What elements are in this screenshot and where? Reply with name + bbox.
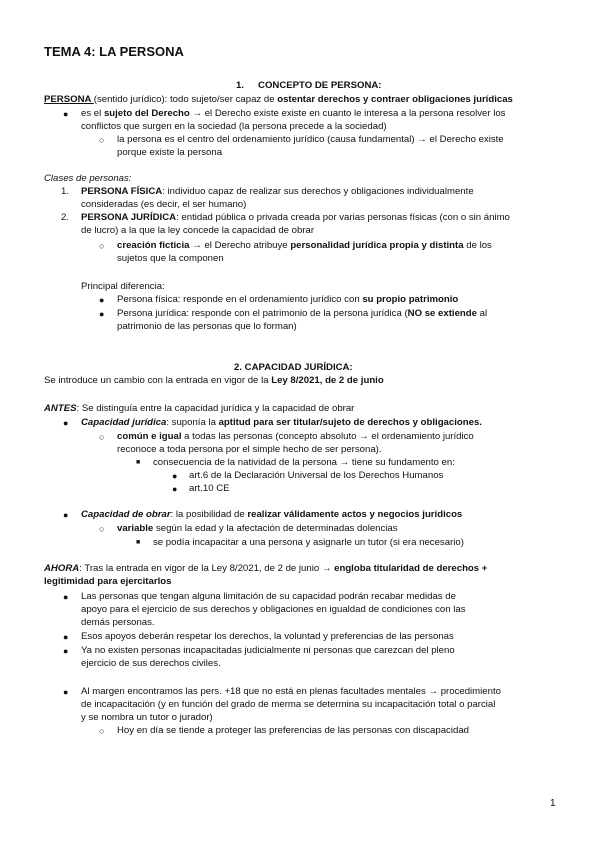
antes-paragraph: ANTES: Se distinguía entre la capacidad jurídica y la capacidad de obrar	[44, 403, 355, 414]
circle-bullet-icon: ○	[99, 432, 105, 442]
sub-item: variable según la edad y la afectación de determinadas dolencias	[117, 523, 398, 534]
section-1-heading	[236, 80, 382, 92]
sub-sub-sub-item: art.10 CE	[189, 483, 230, 494]
page-title: TEMA 4: LA PERSONA	[44, 44, 184, 59]
list-item-cont: consideradas (es decir, el ser humano)	[81, 199, 247, 210]
sub-item-cont: porque existe la persona	[117, 147, 223, 158]
definition-text: (sentido jurídico): todo sujeto/ser capaz de	[93, 94, 278, 105]
bullet-icon: ●	[63, 687, 69, 697]
bullet-icon: ●	[63, 510, 69, 520]
list-number: 1.	[61, 186, 70, 197]
bullet-icon: ●	[99, 309, 105, 319]
bullet-icon: ●	[63, 109, 69, 119]
list-item: Al margen encontramos las pers. +18 que no está en plenas facultades mentales → procedimiento	[81, 686, 501, 697]
sub-sub-sub-item: art.6 de la Declaración Universal de los Derechos Humanos	[189, 470, 444, 481]
sub-item-cont: sujetos que la componen	[117, 253, 224, 264]
ahora-paragraph: AHORA: Tras la entrada en vigor de la Ley 8/2021, de 2 de junio → engloba titularidad de derechos +	[44, 563, 488, 574]
list-item-cont: de lucro) a la que la ley concede la capacidad de obrar	[81, 225, 315, 236]
bullet-icon: ●	[63, 592, 69, 602]
page-number: 1	[550, 798, 556, 809]
list-item: Persona física: responde en el ordenamiento jurídico con su propio patrimonio	[117, 294, 459, 305]
sub-item: Hoy en día se tiende a proteger las preferencias de las personas con discapacidad	[117, 725, 469, 736]
list-item-cont: ejercicio de sus derechos civiles.	[81, 658, 221, 669]
sub-item: común e igual a todas las personas (concepto absoluto → el ordenamiento jurídico	[117, 431, 474, 442]
principal-diferencia-label: Principal diferencia:	[81, 281, 165, 292]
list-item: Capacidad de obrar: la posibilidad de realizar válidamente actos y negocios jurídicos	[81, 509, 463, 520]
bullet-icon: ●	[63, 418, 69, 428]
list-item: Las personas que tengan alguna limitación de su capacidad podrán recabar medidas de	[81, 591, 456, 602]
circle-bullet-icon: ○	[99, 241, 105, 251]
ahora-paragraph-cont: legitimidad para ejercitarlos	[44, 576, 172, 587]
persona-definition	[44, 94, 513, 106]
bullet-icon: ●	[99, 295, 105, 305]
list-item-cont: de incapacitación (y en función del grado de merma se determina su incapacitación total o parcial	[81, 699, 496, 710]
list-item-cont: conflictos que surgen en la sociedad (la persona precede a la sociedad)	[81, 121, 387, 132]
section-1-number: 1.	[236, 80, 245, 91]
section-2-intro: Se introduce un cambio con la entrada en vigor de la Ley 8/2021, de 2 de junio	[44, 375, 384, 386]
list-item-cont: demás personas.	[81, 617, 155, 628]
list-item-cont: y se nombra un tutor o jurador)	[81, 712, 213, 723]
list-number: 2.	[61, 212, 70, 223]
bullet-icon: ●	[63, 646, 69, 656]
circle-bullet-icon: ○	[99, 524, 105, 534]
section-2-heading: 2. CAPACIDAD JURÍDICA:	[234, 362, 353, 373]
circle-bullet-icon: ○	[99, 726, 105, 736]
definition-term: PERSONA	[44, 94, 94, 105]
list-item: Esos apoyos deberán respetar los derechos, la voluntad y preferencias de las personas	[81, 631, 454, 642]
list-item-cont: patrimonio de las personas que lo forman)	[117, 321, 297, 332]
bullet-icon: ●	[172, 484, 178, 494]
section-1-title: CONCEPTO DE PERSONA:	[258, 80, 382, 91]
sub-item: la persona es el centro del ordenamiento jurídico (causa fundamental) → el Derecho existe	[117, 134, 504, 145]
clases-label: Clases de personas:	[44, 173, 132, 184]
bullet-icon: ●	[63, 632, 69, 642]
circle-bullet-icon: ○	[99, 135, 105, 145]
sub-item: creación ficticia → el Derecho atribuye personalidad jurídica propia y distinta de los	[117, 240, 492, 251]
sub-item-cont: reconoce a toda persona por el simple hecho de ser persona).	[117, 444, 382, 455]
bullet-icon: ●	[172, 471, 178, 481]
list-item: Capacidad jurídica: suponía la aptitud para ser titular/sujeto de derechos y obligaciones.	[81, 417, 482, 428]
sub-sub-item: consecuencia de la natividad de la persona → tiene su fundamento en:	[153, 457, 455, 468]
list-item: Persona jurídica: responde con el patrimonio de la persona jurídica (NO se extiende al	[117, 308, 488, 319]
list-item: Ya no existen personas incapacitadas judicialmente ni personas que carezcan del pleno	[81, 645, 455, 656]
list-item: es el sujeto del Derecho → el Derecho existe existe en cuanto le interesa a la persona resolver los	[81, 108, 506, 119]
list-item-cont: apoyo para el ejercicio de sus derechos y obligaciones en igualdad de condiciones con las	[81, 604, 466, 615]
square-bullet-icon: ■	[136, 539, 141, 546]
sub-sub-item: se podía incapacitar a una persona y asignarle un tutor (si era necesario)	[153, 537, 464, 548]
square-bullet-icon: ■	[136, 459, 141, 466]
definition-emphasis: ostentar derechos y contraer obligaciones jurídicas	[277, 94, 513, 105]
list-item: PERSONA JURÍDICA: entidad pública o privada creada por varias personas físicas (con o sin ánimo	[81, 212, 510, 223]
list-item: PERSONA FÍSICA: individuo capaz de realizar sus derechos y obligaciones individualmente	[81, 186, 474, 197]
